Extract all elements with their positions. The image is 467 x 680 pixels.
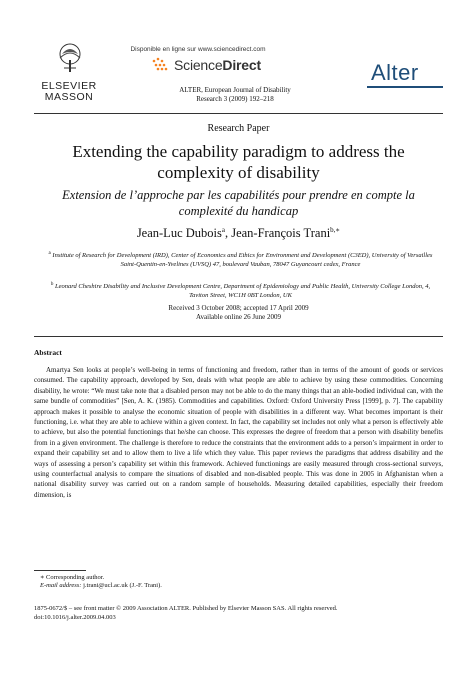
email-address[interactable]: j.trani@ucl.ac.uk (J.-F. Trani). [83, 582, 162, 589]
affiliation-text: Institute of Research for Development (IRD), Center of Economics and Ethics for Environment and Development (C3ED), University of Versailles Saint-Quentin-en-Yvelines (UVSQ) 47, boulevard Vauban, 78047 Guyancourt cedex, France [52, 252, 433, 269]
journal-volume: Research 3 (2009) 192–218 [196, 95, 274, 103]
affiliation-text: Leonard Cheshire Disability and Inclusive Development Centre, Department of Epidemiology and Public Health, University College London, 4, Taviton Street, WC1H 0BT London, UK [54, 283, 431, 300]
alter-logo-bar [367, 86, 443, 88]
author-affil-mark: a [221, 226, 225, 234]
received-date: Received 3 October 2008; accepted 17 April 2009 [168, 304, 309, 312]
sciencedirect-icon [150, 56, 172, 74]
abstract-divider [34, 336, 443, 337]
sciencedirect-logo [150, 55, 290, 77]
affiliation-mark: b [50, 282, 54, 287]
journal-name: ALTER, European Journal of Disability [179, 86, 291, 94]
author-name: Jean-Luc Dubois [136, 226, 222, 241]
authors: Jean-Luc Dubois$^a$, Jean-François Trani$^{b,∗}$ [136, 226, 341, 241]
copyright-block [34, 604, 443, 622]
author-name: Jean-François Trani [231, 226, 331, 241]
abstract-text: Amartya Sen looks at people’s well-being in terms of functioning and freedom, rather than in terms of the amount of goods or services consumed. The capability approach, developed by Sen, deals with what people are able to achieve by using these commodities. Concerning disability, he wrote: “We must take note that a disabled person may not be able to do the many things that an able-bodied individual can, with the same bundle of commodities” [Sen, A. K. (1985). Commodities and capabilities. Oxford: Oxford University Press [1999], p. 7]. The capability approach makes it possible to analyse the economic situation of people with disabilities in a different way. What becomes important is their functioning, i.e. what they are able to achieve within a given context. In fact, the capability set includes not only what a person is effectively able to achieve, but also the potential functionings that he/she can choose. This expresses the degree of freedom that a person with disability benefits from in a given environment. The challenge is therefore to reduce the constraints that the environment adds to a person’s impairment in order to expand their capability set and to allow them to live a life which they value. This paper reviews the paradigms that address disability and the ways of assessing a person’s capability set within this framework. Achieved functionings are easily measured through cross-sectional surveys, using counterfactual analysis to compare the situations of disabled and non-disabled people. This was done in 2005 in Afghanistan when a national disability survey was carried out on a random sample of households. Measuring detailed capabilities, especially their freedom dimension, is [34, 366, 443, 499]
alter-logo-text: Alter [371, 60, 419, 85]
affiliation [48, 280, 433, 301]
journal-citation [140, 86, 330, 104]
publisher-name-2: MASSON [44, 91, 94, 103]
sciencedirect-pre: Science [174, 57, 223, 73]
author-affil-mark: b,∗ [330, 226, 341, 234]
abstract-heading: Abstract [34, 348, 62, 357]
sciencedirect-post: Direct [222, 57, 261, 73]
publisher-name-1: ELSEVIER [41, 80, 97, 92]
affiliation-mark: a [48, 251, 51, 256]
affiliation [48, 249, 433, 270]
corresponding-text: Corresponding author. [46, 574, 105, 581]
doi-line[interactable]: doi:10.1016/j.alter.2009.04.003 [34, 614, 116, 621]
issn-line: 1875-0672/$ – see front matter © 2009 Association ALTER. Published by Elsevier Masson SAS. All rights reserved. [34, 605, 338, 612]
corresponding-mark: ∗ [40, 574, 45, 581]
paper-type: Research Paper [207, 123, 270, 134]
corresponding-author-note [40, 574, 104, 582]
header [0, 0, 467, 112]
alter-journal-logo [367, 42, 443, 106]
available-online-text: Disponible en ligne sur www.sciencedirect.com [130, 46, 266, 53]
tree-icon [52, 42, 88, 78]
footnote-rule [34, 570, 86, 571]
email-label: E-mail address: [40, 582, 82, 589]
elsevier-masson-logo [34, 42, 104, 102]
available-online-date: Available online 26 June 2009 [195, 313, 282, 321]
article-title: Extending the capability paradigm to address the complexity of disability [72, 142, 405, 182]
email-note [40, 582, 162, 590]
article-subtitle: Extension de l’approche par les capabilités pour prendre en compte la complexité du handicap [62, 188, 415, 218]
header-divider [34, 113, 443, 114]
